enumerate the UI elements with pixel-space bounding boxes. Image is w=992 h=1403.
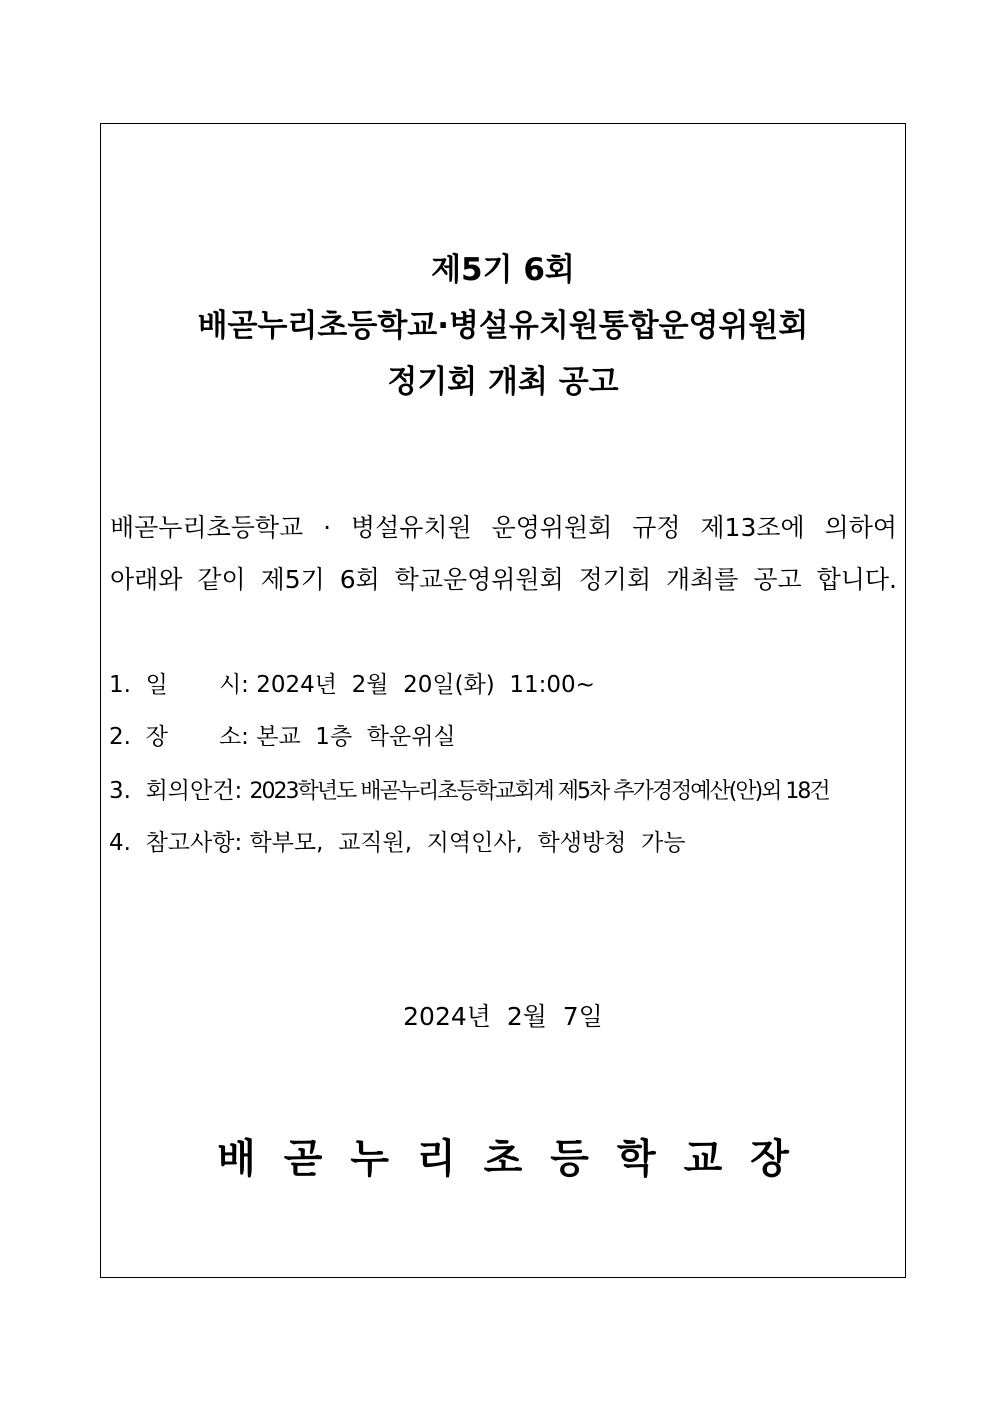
item-place-label: 2. 장 소:: [109, 724, 249, 750]
title-session: 제5기 6회: [431, 252, 575, 288]
item-agenda-value: 2023학년도 배곧누리초등학교회계 제5차 추가경정예산(안)외 18건: [249, 779, 829, 804]
title-notice: 정기회 개최 공고: [387, 364, 619, 400]
item-datetime-value: 2024년 2월 20일(화) 11:00~: [256, 672, 595, 698]
item-datetime: [109, 674, 595, 697]
notice-date: 2024년 2월 7일: [403, 1002, 603, 1031]
item-datetime-label: 1. 일 시:: [109, 672, 249, 698]
notice-frame: [100, 123, 906, 1278]
item-place: [109, 726, 456, 749]
title-committee: 배곧누리초등학교·병설유치원통합운영위원회: [197, 308, 809, 344]
body-paragraph-line-2: 아래와 같이 제5기 6회 학교운영위원회 정기회 개최를 공고 합니다.: [110, 565, 897, 594]
item-notes-label: 4. 참고사항:: [109, 830, 243, 856]
item-agenda-label: 3. 회의안건:: [109, 778, 243, 804]
item-agenda: [109, 780, 829, 803]
body-paragraph-line-1: 배곧누리초등학교 · 병설유치원 운영위원회 규정 제13조에 의하여: [110, 513, 897, 542]
item-notes-value: 학부모, 교직원, 지역인사, 학생방청 가능: [249, 830, 686, 856]
item-notes: [109, 832, 685, 855]
item-place-value: 본교 1층 학운위실: [256, 724, 456, 750]
principal-signature: 배곧누리초등학교장: [217, 1136, 817, 1182]
